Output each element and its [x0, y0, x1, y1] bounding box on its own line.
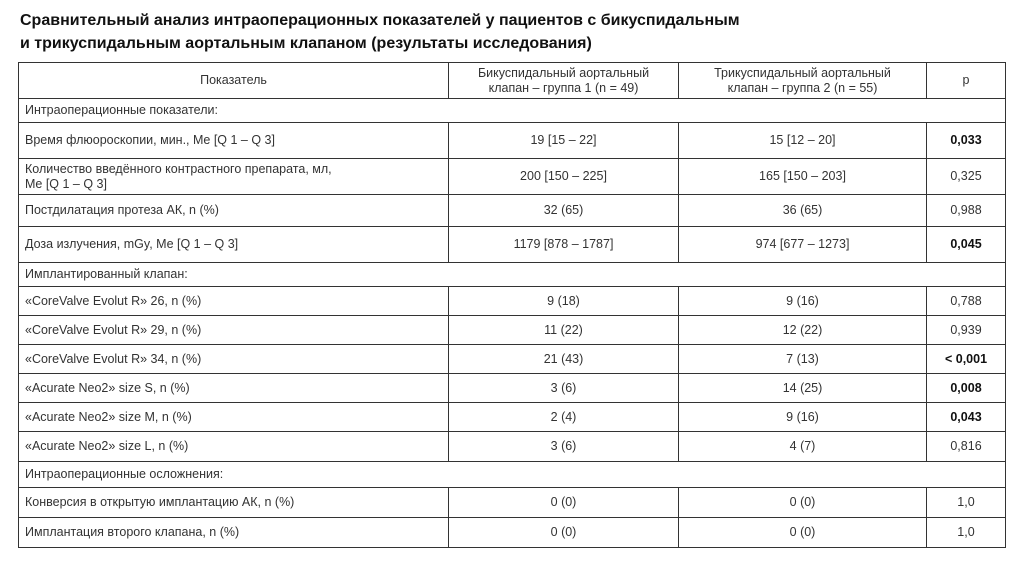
section-intraop: Интраоперационные показатели:	[19, 99, 1006, 123]
table-row	[19, 488, 1006, 518]
table-header-row	[19, 63, 1006, 99]
row-group-1-value: 3 (6)	[449, 432, 679, 462]
row-group-1-value: 9 (18)	[449, 287, 679, 316]
row-group-2-value: 4 (7)	[679, 432, 927, 462]
header-group-2-line-2: клапан – группа 2 (n = 55)	[727, 80, 878, 95]
row-p-value: 1,0	[927, 518, 1006, 548]
table-row	[19, 518, 1006, 548]
results-table	[18, 62, 1006, 548]
table-row	[19, 345, 1006, 374]
row-group-2-value: 9 (16)	[679, 403, 927, 432]
table-row	[19, 227, 1006, 263]
row-group-1-value: 3 (6)	[449, 374, 679, 403]
header-group-1-line-2: клапан – группа 1 (n = 49)	[488, 80, 639, 95]
row-p-value: 0,939	[927, 316, 1006, 345]
table-row	[19, 123, 1006, 159]
row-label	[19, 159, 449, 195]
row-group-1-value: 32 (65)	[449, 195, 679, 227]
row-group-2-value: 14 (25)	[679, 374, 927, 403]
row-label: «CoreValve Evolut R» 34, n (%)	[19, 345, 449, 374]
row-group-1-value: 21 (43)	[449, 345, 679, 374]
title-line-2: и трикуспидальным аортальным клапаном (результаты исследования)	[20, 35, 592, 52]
table-row	[19, 403, 1006, 432]
row-label: Время флюороскопии, мин., Me [Q 1 – Q 3]	[19, 123, 449, 159]
table-row	[19, 195, 1006, 227]
row-p-value: 0,043	[927, 403, 1006, 432]
row-group-2-value: 15 [12 – 20]	[679, 123, 927, 159]
title-line-1: Сравнительный анализ интраоперационных показателей у пациентов с бикуспидальным	[20, 12, 740, 29]
row-p-value: < 0,001	[927, 345, 1006, 374]
row-p-value: 0,045	[927, 227, 1006, 263]
row-p-value: 0,008	[927, 374, 1006, 403]
row-group-2-value: 12 (22)	[679, 316, 927, 345]
header-group-1	[449, 63, 679, 99]
section-row	[19, 99, 1006, 123]
row-group-2-value: 7 (13)	[679, 345, 927, 374]
row-group-2-value: 9 (16)	[679, 287, 927, 316]
row-group-2-value: 165 [150 – 203]	[679, 159, 927, 195]
row-label: Конверсия в открытую имплантацию АК, n (%)	[19, 488, 449, 518]
header-indicator: Показатель	[19, 63, 449, 99]
header-p: p	[927, 63, 1006, 99]
header-group-2-line-1: Трикуспидальный аортальный	[714, 65, 891, 80]
row-group-1-value: 0 (0)	[449, 488, 679, 518]
row-label: Доза излучения, mGy, Me [Q 1 – Q 3]	[19, 227, 449, 263]
section-row	[19, 462, 1006, 488]
row-group-1-value: 2 (4)	[449, 403, 679, 432]
section-row	[19, 263, 1006, 287]
row-label: Постдилатация протеза АК, n (%)	[19, 195, 449, 227]
row-p-value: 0,816	[927, 432, 1006, 462]
row-p-value: 1,0	[927, 488, 1006, 518]
page-title	[20, 9, 1010, 55]
row-label-line-2: Me [Q 1 – Q 3]	[25, 176, 107, 191]
row-group-1-value: 19 [15 – 22]	[449, 123, 679, 159]
header-group-1-line-1: Бикуспидальный аортальный	[477, 65, 650, 80]
row-label-line-1: Количество введённого контрастного препарата, мл,	[25, 161, 332, 176]
section-complications: Интраоперационные осложнения:	[19, 462, 1006, 488]
row-group-2-value: 0 (0)	[679, 518, 927, 548]
table-row	[19, 159, 1006, 195]
row-label: «Acurate Neo2» size L, n (%)	[19, 432, 449, 462]
row-p-value: 0,325	[927, 159, 1006, 195]
table-row	[19, 316, 1006, 345]
row-group-1-value: 200 [150 – 225]	[449, 159, 679, 195]
row-p-value: 0,033	[927, 123, 1006, 159]
row-p-value: 0,988	[927, 195, 1006, 227]
table-row	[19, 374, 1006, 403]
header-group-2	[679, 63, 927, 99]
row-group-2-value: 36 (65)	[679, 195, 927, 227]
row-group-1-value: 1179 [878 – 1787]	[449, 227, 679, 263]
row-p-value: 0,788	[927, 287, 1006, 316]
row-group-2-value: 0 (0)	[679, 488, 927, 518]
table-row	[19, 287, 1006, 316]
section-implanted: Имплантированный клапан:	[19, 263, 1006, 287]
row-label: Имплантация второго клапана, n (%)	[19, 518, 449, 548]
row-label: «CoreValve Evolut R» 26, n (%)	[19, 287, 449, 316]
row-label: «Acurate Neo2» size S, n (%)	[19, 374, 449, 403]
row-group-1-value: 11 (22)	[449, 316, 679, 345]
row-group-2-value: 974 [677 – 1273]	[679, 227, 927, 263]
row-label: «CoreValve Evolut R» 29, n (%)	[19, 316, 449, 345]
row-group-1-value: 0 (0)	[449, 518, 679, 548]
table-row	[19, 432, 1006, 462]
row-label: «Acurate Neo2» size M, n (%)	[19, 403, 449, 432]
